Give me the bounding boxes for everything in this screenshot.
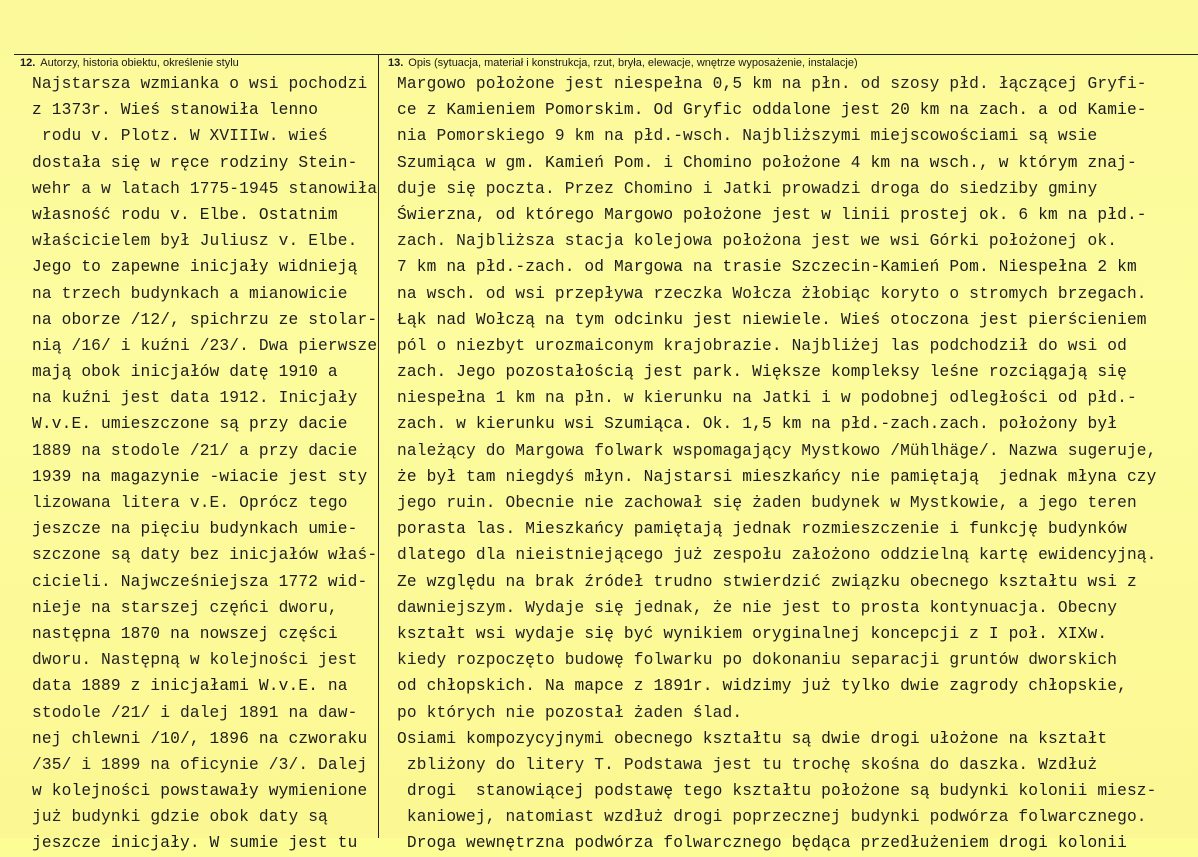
section-12-text-line: szczone są daty bez inicjałów właś- (32, 546, 378, 565)
section-13-text-line: kaniowej, natomiast wzdłuż drogi poprzecznej budynki podwórza folwarcznego. (397, 808, 1147, 827)
section-12-text-line: nią /16/ i kuźni /23/. Dwa pierwsze (32, 336, 378, 355)
section-12-text-line: następna 1870 na nowszej części (32, 624, 338, 643)
section-13-text-line: drogi stanowiącej podstawę tego kształtu położone są budynki kolonii miesz- (397, 782, 1157, 801)
section-13-title: Opis (sytuacja, materiał i konstrukcja, rzut, bryła, elewacje, wnętrze wyposażenie, instalacje) (408, 57, 858, 69)
section-13-text-line: Ze względu na brak źródeł trudno stwierdzić związku obecnego kształtu wsi z (397, 572, 1137, 591)
section-13-text-line: porasta las. Mieszkańcy pamiętają jednak rozmieszczenie i funkcję budynków (397, 520, 1127, 539)
section-13-text-line: kiedy rozpoczęto budowę folwarku po dokonaniu separacji gruntów dworskich (397, 651, 1118, 670)
section-12-text-line: stodole /21/ i dalej 1891 na daw- (32, 703, 358, 722)
section-13-text-line: pól o niezbyt urozmaiconym krajobrazie. Najbliżej las podchodził do wsi od (397, 336, 1127, 355)
section-12-text-line: właścicielem był Juliusz v. Elbe. (32, 232, 358, 251)
section-12-number: 12. (20, 57, 36, 69)
section-12-text-line: nieje na starszej częńci dworu, (32, 598, 338, 617)
section-12-text-line: lizowana litera v.E. Oprócz tego (32, 494, 348, 512)
section-12-text-line: na kuźni jest data 1912. Inicjały (32, 389, 358, 408)
section-13-text (397, 71, 1187, 857)
section-12-text-line: już budynki gdzie obok daty są (32, 808, 328, 827)
section-12-text-line: 1939 na magazynie -wiacie jest sty (32, 467, 368, 486)
section-13-text-line: na wsch. od wsi przepływa rzeczka Wołcza żłobiąc koryto o stromych brzegach. (397, 284, 1147, 303)
header-rule (14, 54, 1198, 55)
section-13-text-line: Osiami kompozycyjnymi obecnego kształtu są dwie drogi ułożone na kształt (397, 729, 1108, 748)
section-12-text-line: rodu v. Plotz. W XVIIIw. wieś (32, 127, 328, 146)
section-13-text-line: Świerzna, od którego Margowo położone jest w linii prostej ok. 6 km na płd.- (397, 205, 1147, 224)
section-12-text-line: /35/ i 1899 na oficynie /3/. Dalej (32, 755, 368, 774)
section-13-text-line: zbliżony do litery T. Podstawa jest tu trochę skośna do daszka. Wzdłuż (397, 755, 1098, 774)
section-13-number: 13. (388, 57, 404, 69)
section-13-text-line: zach. Najbliższa stacja kolejowa położona jest we wsi Górki położonej ok. (397, 232, 1118, 251)
section-13-text-line: dlatego dla nieistniejącego już zespołu założono oddzielną kartę ewidencyjną. (397, 546, 1157, 565)
section-13-header (388, 56, 858, 70)
section-13-text-line: zach. Jego pozostałością jest park. Większe kompleksy leśne rozciągają się (397, 363, 1127, 382)
section-12-text-line: na oborze /12/, spichrzu ze stolar- (32, 310, 378, 329)
section-12-text-line: z 1373r. Wieś stanowiła lenno (32, 101, 319, 120)
section-12-header (20, 56, 239, 70)
section-12-text-line: dworu. Następną w kolejności jest (32, 651, 358, 670)
section-12-text-line: jeszcze inicjały. W sumie jest tu (32, 834, 358, 853)
section-13-text-line: Margowo położone jest niespełna 0,5 km na płn. od szosy płd. łączącej Gryfi- (397, 75, 1147, 93)
section-12-text (32, 71, 378, 857)
section-13-text-line: 7 km na płd.-zach. od Margowa na trasie Szczecin-Kamień Pom. Niespełna 2 km (397, 258, 1137, 277)
section-12-text-line: W.v.E. umieszczone są przy dacie (32, 415, 348, 434)
section-12-text-line: na trzech budynkach a mianowicie (32, 284, 348, 303)
section-12-title: Autorzy, historia obiektu, określenie stylu (40, 57, 239, 69)
section-12-text-line: Jego to zapewne inicjały widnieją (32, 258, 358, 277)
section-12-text-line: mają obok inicjałów datę 1910 a (32, 363, 338, 382)
section-13-text-line: Droga wewnętrzna podwórza folwarcznego będąca przedłużeniem drogi kolonii (397, 834, 1127, 853)
section-13-text-line: kształt wsi wydaje się być wynikiem oryginalnej koncepcji z I poł. XIXw. (397, 624, 1108, 643)
section-12-text-line: dostała się w ręce rodziny Stein- (32, 153, 358, 172)
section-12-text-line: 1889 na stodole /21/ a przy dacie (32, 441, 358, 460)
section-13-text-line: ce z Kamieniem Pomorskim. Od Gryfic oddalone jest 20 km na zach. a od Kamie- (397, 101, 1147, 120)
section-13-text-line: jego ruin. Obecnie nie zachował się żaden budynek w Mystkowie, a jego teren (397, 494, 1137, 512)
section-13-text-line: od chłopskich. Na mapce z 1891r. widzimy już tylko dwie zagrody chłopskie, (397, 677, 1127, 696)
section-13-text-line: niespełna 1 km na płn. w kierunku na Jatki i w podobnej odległości od płd.- (397, 389, 1137, 408)
section-13-text-line: po których nie pozostał żaden ślad. (397, 703, 743, 722)
section-12-text-line: nej chlewni /10/, 1896 na czworaku (32, 729, 368, 748)
section-12-text-line: data 1889 z inicjałami W.v.E. na (32, 677, 348, 696)
section-13-text-line: dawniejszym. Wydaje się jednak, że nie jest to prosta kontynuacja. Obecny (397, 598, 1118, 617)
section-13-text-line: należący do Margowa folwark wspomagający Mystkowo /Mühlhäge/. Nazwa sugeruje, (397, 441, 1157, 460)
section-13-text-line: Szumiąca w gm. Kamień Pom. i Chomino położone 4 km na wsch., w którym znaj- (397, 153, 1137, 172)
section-13-text-line: duje się poczta. Przez Chomino i Jatki prowadzi droga do siedziby gminy (397, 179, 1098, 198)
section-13-text-line: że był tam niegdyś młyn. Najstarsi mieszkańcy nie pamiętają jednak młyna czy (397, 467, 1157, 486)
section-12-text-line: wehr a w latach 1775-1945 stanowiła (32, 179, 378, 198)
section-12-text-line: własność rodu v. Elbe. Ostatnim (32, 205, 338, 224)
column-divider (378, 54, 379, 838)
section-12-text-line: cicieli. Najwcześniejsza 1772 wid- (32, 572, 368, 591)
section-13-text-line: Łąk nad Wołczą na tym odcinku jest niewiele. Wieś otoczona jest pierścieniem (397, 310, 1147, 329)
section-13-text-line: zach. w kierunku wsi Szumiąca. Ok. 1,5 km na płd.-zach.zach. położony był (397, 415, 1118, 434)
section-12-text-line: w kolejności powstawały wymienione (32, 782, 368, 801)
section-13-text-line: nia Pomorskiego 9 km na płd.-wsch. Najbliższymi miejscowościami są wsie (397, 127, 1098, 146)
section-12-text-line: jeszcze na pięciu budynkach umie- (32, 520, 358, 539)
section-12-text-line: Najstarsza wzmianka o wsi pochodzi (32, 75, 368, 93)
